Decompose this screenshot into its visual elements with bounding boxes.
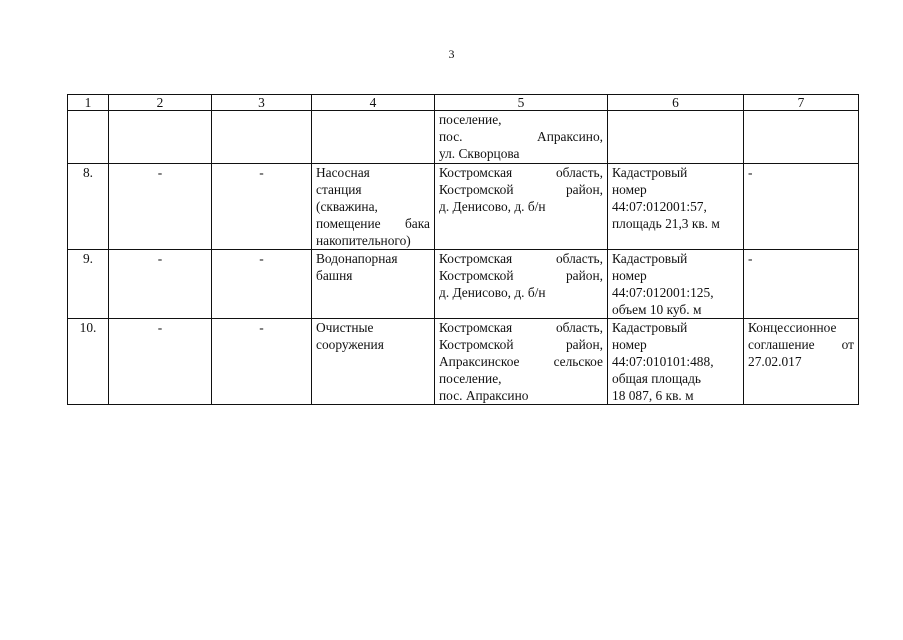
header-cell: 6 xyxy=(608,95,744,111)
header-cell: 3 xyxy=(212,95,312,111)
cell-line: объем 10 куб. м xyxy=(612,302,702,317)
table-cell-cadastral xyxy=(608,250,744,319)
table-cell xyxy=(68,111,109,164)
cell-line: станция xyxy=(316,182,362,197)
cell-line: Костромской район, xyxy=(439,182,603,197)
cell-line: д. Денисово, д. б/н xyxy=(439,199,546,214)
cell-line: Кадастровый xyxy=(612,165,688,180)
header-cell: 1 xyxy=(68,95,109,111)
header-cell: 7 xyxy=(744,95,859,111)
table-cell: - xyxy=(744,164,859,250)
table-cell-cadastral xyxy=(608,319,744,405)
cell-line: Концессионное xyxy=(748,320,837,335)
cell-line: общая площадь xyxy=(612,371,701,386)
table-cell: - xyxy=(744,250,859,319)
property-table xyxy=(67,94,859,405)
table-cell: - xyxy=(212,319,312,405)
cell-line: Очистные xyxy=(316,320,374,335)
table-cell-object-name xyxy=(312,164,435,250)
header-cell: 2 xyxy=(109,95,212,111)
cell-line: номер xyxy=(612,268,647,283)
row-number: 10. xyxy=(68,319,109,405)
cell-line: соглашение от xyxy=(748,337,854,352)
cell-line: пос. Апраксино xyxy=(439,388,529,403)
cell-line: поселение, xyxy=(439,112,502,127)
cell-line: номер xyxy=(612,337,647,352)
cell-line: 27.02.017 xyxy=(748,354,802,369)
header-cell: 4 xyxy=(312,95,435,111)
cell-line: 44:07:010101:488, xyxy=(612,354,714,369)
cell-line: Кадастровый xyxy=(612,251,688,266)
row-number: 9. xyxy=(68,250,109,319)
cell-line: номер xyxy=(612,182,647,197)
table-cell-cadastral xyxy=(608,164,744,250)
table-cell xyxy=(109,111,212,164)
table-cell xyxy=(608,111,744,164)
table-cell xyxy=(212,111,312,164)
cell-line: Костромская область, xyxy=(439,165,603,180)
cell-line: сооружения xyxy=(316,337,384,352)
table-cell xyxy=(312,111,435,164)
page-number: 3 xyxy=(448,47,455,61)
cell-line: Апраксинское сельское xyxy=(439,354,603,369)
cell-line: пос. Апраксино, xyxy=(439,129,603,144)
table-cell-address xyxy=(435,111,608,164)
cell-line: Костромская область, xyxy=(439,251,603,266)
header-cell: 5 xyxy=(435,95,608,111)
table-cell: - xyxy=(109,164,212,250)
row-number: 8. xyxy=(68,164,109,250)
cell-line: ул. Скворцова xyxy=(439,146,520,161)
table-row xyxy=(68,111,859,164)
table-row xyxy=(68,319,859,405)
cell-line: накопительного) xyxy=(316,233,411,248)
cell-line: 44:07:012001:57, xyxy=(612,199,707,214)
table-cell-address xyxy=(435,319,608,405)
table-row xyxy=(68,250,859,319)
cell-line: д. Денисово, д. б/н xyxy=(439,285,546,300)
table-cell-object-name xyxy=(312,319,435,405)
cell-line: Костромской район, xyxy=(439,337,603,352)
cell-line: помещение бака xyxy=(316,216,430,231)
cell-line: 18 087, 6 кв. м xyxy=(612,388,694,403)
table-cell-object-name xyxy=(312,250,435,319)
table-cell-address xyxy=(435,164,608,250)
cell-line: Кадастровый xyxy=(612,320,688,335)
cell-line: 44:07:012001:125, xyxy=(612,285,714,300)
table-cell-address xyxy=(435,250,608,319)
cell-line: Насосная xyxy=(316,165,370,180)
cell-line: (скважина, xyxy=(316,199,378,214)
table-row xyxy=(68,164,859,250)
cell-line: площадь 21,3 кв. м xyxy=(612,216,720,231)
table-cell: - xyxy=(109,250,212,319)
table-cell xyxy=(744,111,859,164)
cell-line: башня xyxy=(316,268,353,283)
table-cell-agreement xyxy=(744,319,859,405)
table-cell: - xyxy=(212,250,312,319)
cell-line: Костромская область, xyxy=(439,320,603,335)
cell-line: поселение, xyxy=(439,371,502,386)
cell-line: Водонапорная xyxy=(316,251,398,266)
table-header-row xyxy=(68,95,859,111)
table-cell: - xyxy=(212,164,312,250)
cell-line: Костромской район, xyxy=(439,268,603,283)
table-cell: - xyxy=(109,319,212,405)
